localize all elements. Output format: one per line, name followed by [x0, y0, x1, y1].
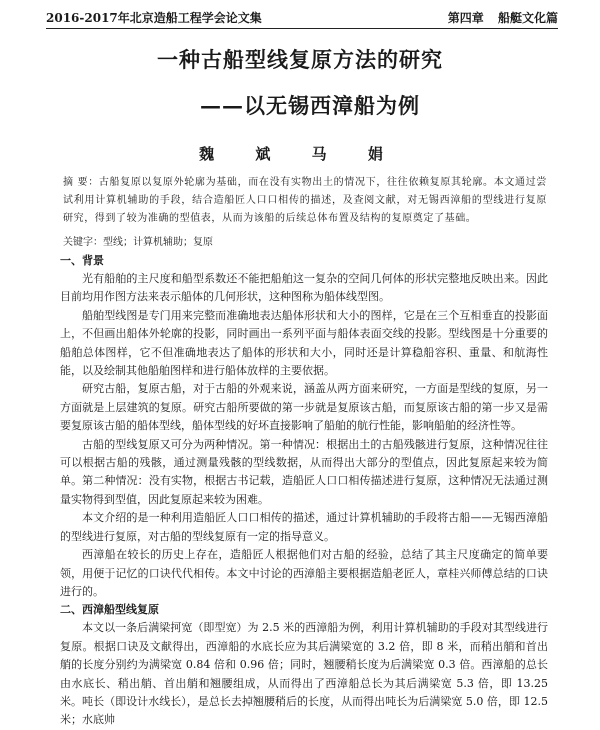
paper-subtitle: ——以无锡西漳船为例 — [200, 93, 420, 118]
author-names: 魏 斌 马 娟 — [199, 145, 401, 163]
chapter-number: 第四章 — [447, 10, 484, 25]
abstract: 摘 要：古船复原以复原外轮廓为基础，而在没有实物出土的情况下，往往依赖复原其轮廓。本文通过尝试利用计算机辅助的手段，结合造船匠人口口相传的描述，及查阅文献，对无锡西漳船的型线进行复原研究，得到了较为准确的型值表，从而为该船的后续总体布置及结构的复原奠定了基础。 — [63, 177, 547, 224]
paragraph: 本文介绍的是一种利用造船匠人口口相传的描述，通过计算机辅助的手段将古船——无锡西漳船的型线进行复原，对古船的型线复原有一定的指导意义。 — [60, 511, 548, 543]
header-divider — [46, 28, 558, 29]
chapter-label — [448, 9, 558, 26]
paragraph: 光有船舶的主尺度和船型系数还不能把船舶这一复杂的空间几何体的形状完整地反映出来。因此目前均用作图方法来表示船体的几何形状，这种图称为船体线型图。 — [60, 272, 548, 304]
paper-title: 一种古船型线复原方法的研究 — [157, 47, 443, 72]
paragraph: 古船的型线复原又可分为两种情况。第一种情况：根据出土的古船残骸进行复原，这种情况往往可以根据古船的残骸，通过测量残骸的型线数据，从而得出大部分的型值点，因此复原起来较为简单。第二种情况：没有实物，根据古书记载，造船匠人口口相传描述进行复原，这种情况无法通过测量实物得到型值，因此复原起来较为困难。 — [60, 437, 548, 506]
journal-title: 2016-2017年北京造船工程学会论文集 — [46, 10, 262, 25]
keywords: 关键字：型线；计算机辅助；复原 — [63, 237, 213, 248]
paragraph: 船舶型线图是专门用来完整而准确地表达船体形状和大小的图样，它是在三个互相垂直的投影面上，不但画出船体外轮廓的投影，同时画出一系列平面与船体表面交线的投影。型线图是十分重要的船舶总体图样，它不但准确地表达了船体的形状和大小，同时还是计算稳船容积、重量、和航海性能，以及绘制其他船舶图样和进行船体放样的主要依据。 — [60, 308, 548, 378]
body-text — [60, 252, 548, 730]
section-heading: 一、背景 — [60, 254, 104, 267]
paragraph: 西漳船在较长的历史上存在，造船匠人根据他们对古船的经验，总结了其主尺度确定的简单要领，用便于记忆的口诀代代相传。本文中讨论的西漳船主要根据造船老匠人，章桂兴师傅总结的口诀进行的。 — [60, 548, 548, 598]
chapter-section: 船艇文化篇 — [497, 10, 558, 25]
paragraph: 研究古船，复原古船，对于古船的外观来说，涵盖从两方面来研究，一方面是型线的复原，另一方面就是上层建筑的复原。研究古船所要做的第一步就是复原该古船，而复原该古船的第一步又是需要复原该古船的船体型线，船体型线的好坏直接影响了船舶的航行性能，影响船舶的经济性等。 — [60, 382, 548, 433]
running-header — [46, 8, 558, 26]
section-heading: 二、西漳船型线复原 — [60, 603, 159, 617]
paragraph: 本文以一条后满梁抲宽（即型宽）为 2.5 米的西漳船为例，利用计算机辅助的手段对其型线进行复原。根据口诀及文献得出，西漳船的水底长应为其后满梁宽的 3.2 倍，即 8 米，而稍出艄和首出艄的长度分别约为满梁宽 0.84 倍和 0.96 倍；同时，翘腰稍长度为后满梁宽 0.3 倍。西漳船的总长由水底长、稍出艄、首出艄和翘腰组成，从而得出了西漳船总长为其后满梁宽 5.3 倍，即 13.25 米。吨长（即设计水线长），是总长去掉翘腰稍后的长度，从而得出吨长为后满梁宽 5.0 倍，即 12.5 米；水底帅 — [60, 621, 548, 727]
